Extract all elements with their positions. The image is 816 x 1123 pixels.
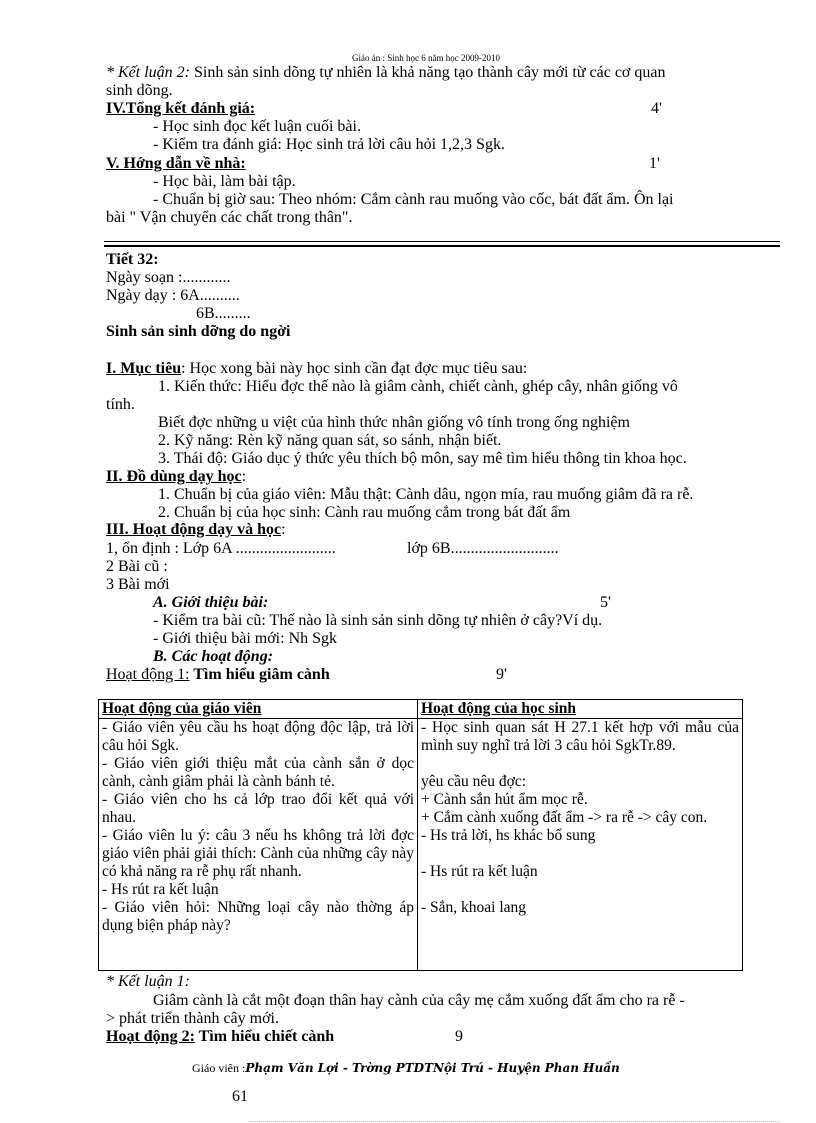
goal-1-cont: tính. xyxy=(106,396,135,413)
student-item: - Hs trả lời, hs khác bổ sung xyxy=(421,827,596,844)
activities-subtitle: B. Các hoạt động: xyxy=(153,648,274,665)
conclusion-1-text: Giâm cành là cắt một đoạn thân hay cành của cây mẹ cắm xuống đất ẩm cho ra rễ - xyxy=(153,992,685,1009)
section-5-time: 1' xyxy=(649,155,660,172)
section-5-item-2: - Chuẩn bị giờ sau: Theo nhóm: Cắm cành rau muống vào cốc, bát đất ẩm. Ôn lại xyxy=(153,191,674,208)
footer-teacher xyxy=(192,1061,620,1076)
activity-2-title: Tìm hiểu chiết cành xyxy=(194,1028,335,1045)
student-column-header: Hoạt động của học sinh xyxy=(418,700,743,719)
new-lesson: 3 Bài mới xyxy=(106,576,170,593)
teacher-item: - Giáo viên hỏi: Những loại cây nào thờng áp dụng biện pháp này? xyxy=(102,899,414,934)
stabilize-6b-label: lớp 6B xyxy=(407,540,451,557)
intro-item-2: - Giới thiệu bài mới: Nh Sgk xyxy=(153,630,338,647)
stabilize-6b-dots: ........................... xyxy=(450,540,559,557)
class-6b-label: 6B xyxy=(196,305,215,322)
teacher-item: - Giáo viên lu ý: câu 3 nếu hs không trả lời đợc giáo viên phải giải thích: Cành của những cây này có khả năng ra rễ phụ rất nhanh. xyxy=(102,827,414,880)
conclusion-2-label: * Kết luận 2: xyxy=(106,64,190,81)
activity-1-title: Tìm hiểu giâm cành xyxy=(189,666,330,683)
activities-title: III. Hoạt động dạy và học xyxy=(106,521,282,538)
materials-title: II. Đồ dùng dạy học xyxy=(106,468,242,485)
section-5-item-2-cont: bài " Vận chuyển các chất trong thân". xyxy=(106,209,353,226)
footer-dotted-line xyxy=(250,1121,780,1122)
footer-teacher-name: Phạm Văn Lợi - Trờng PTDTNội Trú - Huyện Phan Huần xyxy=(245,1061,620,1075)
class-6b-dots: ......... xyxy=(214,305,251,322)
activity-2-line xyxy=(106,1028,334,1046)
student-item: - Hs rút ra kết luận xyxy=(421,863,538,880)
section-4-time: 4' xyxy=(651,100,662,117)
goal-3: 3. Thái độ: Giáo dục ý thức yêu thích bộ môn, say mê tìm hiểu thông tin khoa học. xyxy=(158,450,687,467)
section-4-item-1: - Học sinh đọc kết luận cuối bài. xyxy=(153,118,361,135)
separator-line-bottom xyxy=(104,245,780,247)
activity-1-line xyxy=(106,666,330,684)
section-4-title: IV.Tổng kết đánh giá: xyxy=(106,100,256,117)
intro-item-1: - Kiểm tra bài cũ: Thế nào là sinh sản sinh dõng tự nhiên ở cây?Ví dụ. xyxy=(153,612,603,629)
teacher-item: - Giáo viên cho hs cả lớp trao đổi kết quả với nhau. xyxy=(102,791,414,826)
lesson-heading: Sinh sản sinh dỡng do ngời xyxy=(106,323,291,340)
material-1: 1. Chuẩn bị của giáo viên: Mẫu thật: Cành dâu, ngọn mía, rau muống giâm đã ra rễ. xyxy=(158,486,694,503)
goals-intro: : Học xong bài này học sinh cần đạt đợc mục tiêu sau: xyxy=(181,360,528,377)
section-5-title: V. Hớng dẫn về nhà: xyxy=(106,155,246,172)
activities-colon: : xyxy=(281,521,286,538)
footer-teacher-label: Giáo viên : xyxy=(192,1061,246,1075)
teacher-item: - Giáo viên yêu cầu hs hoạt động độc lập, trả lời câu hỏi Sgk. xyxy=(102,719,414,754)
stabilize xyxy=(106,540,336,558)
goals-title: I. Mục tiêu xyxy=(106,360,182,377)
student-cell xyxy=(418,719,743,971)
conclusion-2 xyxy=(106,64,666,82)
goal-1b: Biết đợc những u việt của hình thức nhân giống vô tính trong ống nghiệm xyxy=(158,414,630,431)
material-2: 2. Chuẩn bị của học sinh: Cành rau muống cắm trong bát đất ẩm xyxy=(158,504,571,521)
student-item: yêu cầu nêu đợc: xyxy=(421,773,527,790)
student-item: - Học sinh quan sát H 27.1 kết hợp với mẫu của mình suy nghĩ trả lời 3 câu hỏi SgkTr.89. xyxy=(421,719,739,754)
teacher-column-header: Hoạt động của giáo viên xyxy=(99,700,418,719)
section-4-item-2: - Kiểm tra đánh giá: Học sinh trả lời câu hỏi 1,2,3 Sgk. xyxy=(153,136,505,153)
student-item: + Cành sắn hút ẩm mọc rễ. xyxy=(421,791,588,808)
activity-2-time: 9 xyxy=(455,1028,463,1045)
activity-2-label: Hoạt động 2: xyxy=(106,1028,195,1045)
conclusion-1-cont: > phát triển thành cây mới. xyxy=(106,1010,279,1027)
teach-date-dots: .......... xyxy=(199,287,240,304)
conclusion-2-text: Sinh sản sinh dõng tự nhiên là khả năng tạo thành cây mới từ các cơ quan xyxy=(190,64,666,81)
old-lesson: 2 Bài cũ : xyxy=(106,558,168,575)
student-item: + Cắm cành xuống đất ẩm -> ra rễ -> cây con. xyxy=(421,809,708,826)
conclusion-2-cont: sinh dõng. xyxy=(106,82,173,99)
table-row xyxy=(99,719,743,971)
teacher-item: - Giáo viên giới thiệu mắt của cành sắn ở dọc cành, cành giâm phải là cành bánh tẻ. xyxy=(102,755,414,790)
teacher-cell xyxy=(99,719,418,971)
teacher-item: - Hs rút ra kết luận xyxy=(102,881,219,898)
teach-date-6b xyxy=(196,305,251,323)
lesson-title: Tiết 32: xyxy=(106,251,159,268)
teach-date xyxy=(106,287,240,305)
goal-1: 1. Kiến thức: Hiểu đợc thế nào là giâm cành, chiết cành, ghép cây, nhân giống vô xyxy=(158,378,678,395)
stabilize-dots: ......................... xyxy=(235,540,336,557)
intro-time: 5' xyxy=(600,594,611,611)
prep-date-dots: ............ xyxy=(182,269,231,286)
conclusion-1-label: * Kết luận 1: xyxy=(106,973,190,990)
activity-table xyxy=(98,699,743,971)
teach-date-label: Ngày dạy : 6A xyxy=(106,287,200,304)
page-number: 61 xyxy=(232,1088,248,1105)
activity-1-time: 9' xyxy=(496,666,507,683)
goal-2: 2. Kỹ năng: Rèn kỹ năng quan sát, so sánh, nhận biết. xyxy=(158,432,502,449)
prep-date-label: Ngày soạn : xyxy=(106,269,183,286)
section-5-item-1: - Học bài, làm bài tập. xyxy=(153,173,296,190)
activities-line xyxy=(106,521,286,539)
prep-date xyxy=(106,269,230,287)
activity-1-label: Hoạt động 1: xyxy=(106,666,190,683)
table-header-row xyxy=(99,700,743,719)
stabilize-6b xyxy=(407,540,559,558)
goals-line xyxy=(106,360,527,378)
student-item: - Sắn, khoai lang xyxy=(421,899,527,916)
intro-title: A. Giới thiệu bài: xyxy=(153,594,269,611)
page-header: Giáo án : Sinh học 6 năm học 2009-2010 xyxy=(352,53,500,63)
separator-line-top xyxy=(104,241,780,242)
materials-colon: : xyxy=(241,468,247,485)
materials-line xyxy=(106,468,246,486)
stabilize-label: 1, ổn định : Lớp 6A xyxy=(106,540,236,557)
